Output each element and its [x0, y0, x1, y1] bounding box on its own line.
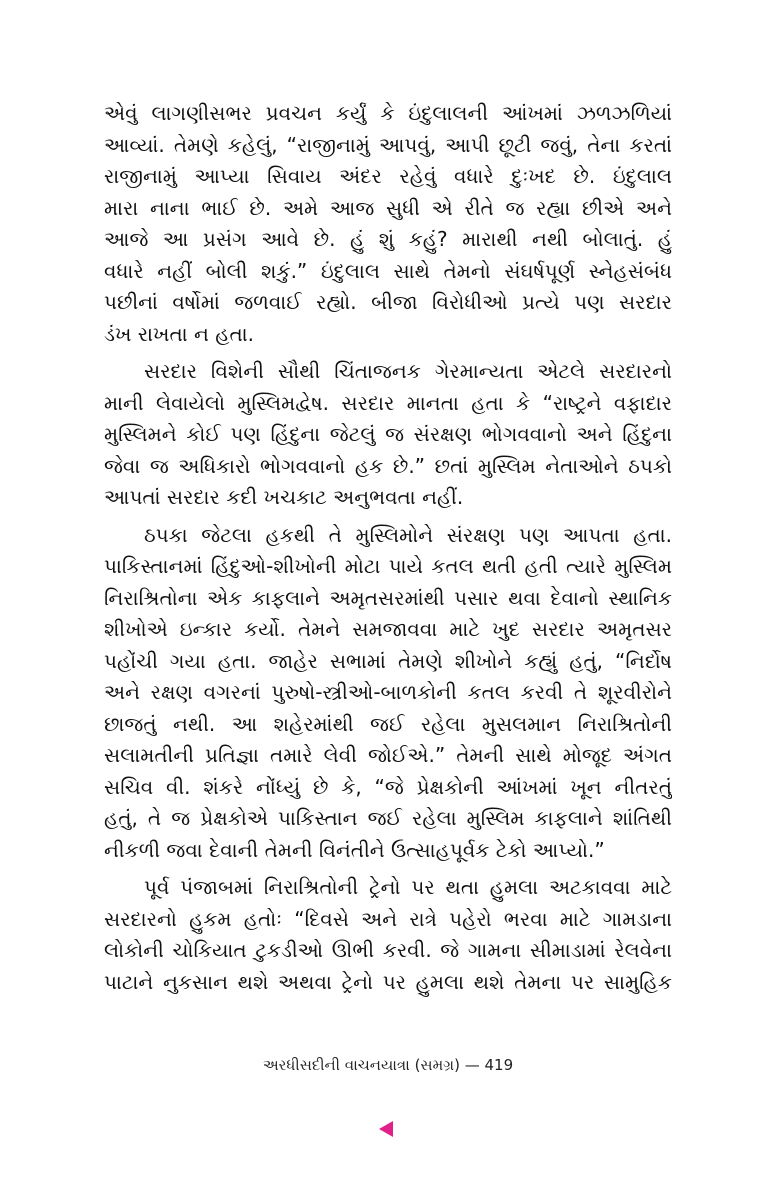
text-line: આવ્યાં. તેમણે કહેલું, “રાજીનામું આપવું, આપી છૂટી જવું, તેના કરતાં	[104, 132, 672, 157]
text-line: નીકળી જવા દેવાની તેમની વિનંતીને ઉત્સાહપૂર્વક ટેકો આપ્યો.”	[104, 837, 605, 862]
text-line: આપતાં સરદાર કદી ખચકાટ અનુભવતા નહીં.	[104, 485, 464, 509]
text-line: ડંખ રાખતા ન હતા.	[104, 321, 254, 346]
text-line: સરદાર વિશેની સૌથી ચિંતાજનક ગેરમાન્યતા એટલે સરદારનો	[144, 359, 672, 383]
page-body	[104, 98, 672, 1004]
text-line: વધારે નહીં બોલી શકું.” ઇંદુલાલ સાથે તેમનો સંઘર્ષપૂર્ણ સ્નેહસંબંધ	[104, 258, 672, 283]
text-line: મુસ્લિમને કોઈ પણ હિંદુના જેટલું જ સંરક્ષણ ભોગવવાનો અને હિંદુના	[104, 422, 672, 446]
text-line: નિરાશ્રિતોના એક કાફલાને અમૃતસરમાંથી પસાર થવા દેવાનો સ્થાનિક	[104, 585, 672, 610]
text-line: પાકિસ્તાનમાં હિંદુઓ-શીખોની મોટા પાયે કતલ થતી હતી ત્યારે મુસ્લિમ	[104, 554, 672, 578]
text-line: રાજીનામું આપ્યા સિવાય અંદર રહેવું વધારે દુઃખદ છે. ઇંદુલાલ	[104, 164, 672, 188]
text-line: સચિવ વી. શંકરે નોંધ્યું છે કે, “જે પ્રેક્ષકોની આંખમાં ખૂન નીતરતું	[104, 774, 672, 799]
text-line: સલામતીની પ્રતિજ્ઞા તમારે લેવી જોઈએ.” તેમની સાથે મોજૂદ અંગત	[104, 743, 672, 767]
text-line: હતું, તે જ પ્રેક્ષકોએ પાકિસ્તાન જઈ રહેલા મુસ્લિમ કાફલાને શાંતિથી	[104, 806, 672, 830]
text-line: આજે આ પ્રસંગ આવે છે. હું શું કહું? મારાથી નથી બોલાતું. હું	[104, 227, 672, 251]
page-footer: અરધીસદીની વાચનયાત્રા (સમગ્ર) — 419	[262, 1056, 514, 1074]
text-line: એવું લાગણીસભર પ્રવચન કર્યું કે ઇંદુલાલની આંખમાં ઝળઝળિયાં	[104, 101, 672, 125]
text-line: પહોંચી ગયા હતા. જાહેર સભામાં તેમણે શીખોને કહ્યું હતું, “નિર્દોષ	[104, 648, 672, 673]
text-line: લોકોની ચોકિયાત ટુકડીઓ ઊભી કરવી. જે ગામના સીમાડામાં રેલવેના	[104, 938, 672, 962]
text-line: માની લેવાયેલો મુસ્લિમદ્વેષ. સરદાર માનતા હતા કે “રાષ્ટ્રને વફાદાર	[104, 390, 672, 415]
text-line: ઠપકા જેટલા હકથી તે મુસ્લિમોને સંરક્ષણ પણ આપતા હતા.	[144, 522, 672, 547]
text-line: પૂર્વ પંજાબમાં નિરાશ્રિતોની ટ્રેનો પર થતા હુમલા અટકાવવા માટે	[144, 875, 672, 899]
text-line: છાજતું નથી. આ શહેરમાંથી જઈ રહેલા મુસલમાન નિરાશ્રિતોની	[104, 711, 672, 736]
paragraph-2	[104, 356, 672, 514]
text-line: શીખોએ ઇન્કાર કર્યો. તેમને સમજાવવા માટે ખુદ સરદાર અમૃતસર	[104, 617, 672, 641]
text-line: પછીનાં વર્ષોમાં જળવાઈ રહ્યો. બીજા વિરોધીઓ પ્રત્યે પણ સરદાર	[104, 290, 672, 314]
text-line: મારા નાના ભાઈ છે. અમે આજ સુધી એ રીતે જ રહ્યા છીએ અને	[104, 195, 672, 220]
paragraph-4	[104, 872, 672, 998]
paragraph-1	[104, 98, 672, 350]
text-line: સરદારનો હુકમ હતોઃ “દિવસે અને રાત્રે પહેરો ભરવા માટે ગામડાના	[104, 906, 672, 931]
triangle-left-icon[interactable]	[379, 1121, 393, 1137]
text-line: પાટાને નુકસાન થશે અથવા ટ્રેનો પર હુમલા થશે તેમના પર સામુહિક	[104, 969, 672, 994]
text-line: અને રક્ષણ વગરનાં પુરુષો-સ્ત્રીઓ-બાળકોની કતલ કરવી તે શૂરવીરોને	[104, 680, 672, 704]
paragraph-3	[104, 520, 672, 867]
text-line: જેવા જ અધિકારો ભોગવવાનો હક છે.” છતાં મુસ્લિમ નેતાઓને ઠપકો	[104, 453, 672, 478]
